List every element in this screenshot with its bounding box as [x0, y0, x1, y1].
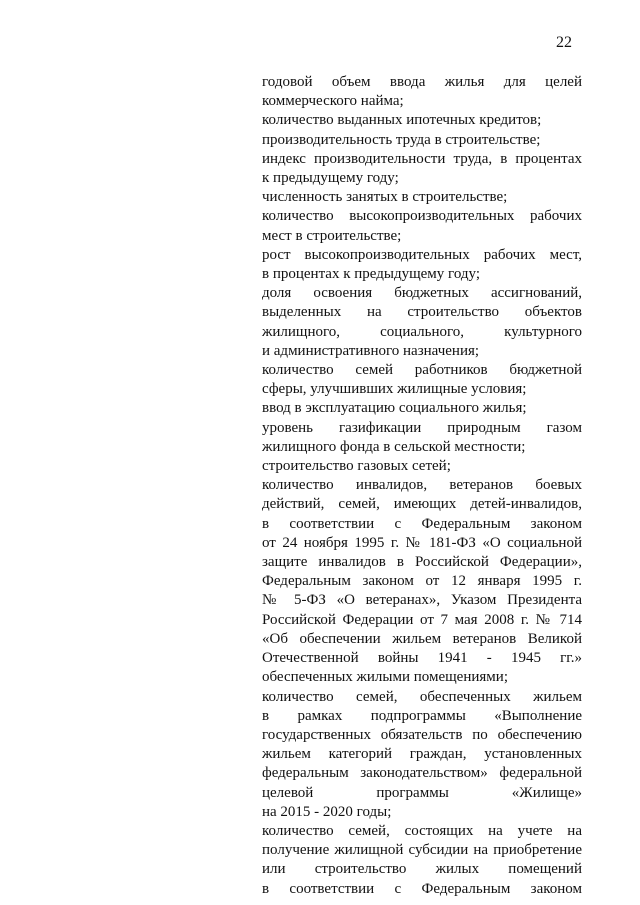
list-item — [262, 399, 582, 418]
text-line: доля освоения бюджетных ассигнований, — [262, 285, 582, 302]
text-line: мест в строительстве; — [262, 227, 402, 244]
text-line: Российской Федерации от 7 мая 2008 г. № 714 — [262, 611, 582, 628]
text-line: в соответствии с Федеральным законом — [262, 880, 582, 897]
text-line: количество выданных ипотечных кредитов; — [262, 112, 542, 129]
list-item — [262, 111, 582, 130]
text-line: годовой объем ввода жилья для целей — [262, 74, 582, 90]
text-line: на 2015 - 2020 годы; — [262, 803, 392, 820]
list-item — [262, 419, 582, 457]
text-line: количество семей, состоящих на учете на — [262, 822, 582, 839]
list-item — [262, 246, 582, 284]
text-line: количество высокопроизводительных рабочих — [262, 208, 582, 225]
text-line: федеральным законодательством» федеральной — [262, 765, 582, 782]
list-item — [262, 284, 582, 361]
list-item — [262, 73, 582, 111]
text-line: получение жилищной субсидии на приобретение — [262, 842, 582, 859]
text-line: жильем категорий граждан, установленных — [262, 746, 582, 763]
text-line: количество семей, обеспеченных жильем — [262, 688, 582, 705]
text-line: ввод в эксплуатацию социального жилья; — [262, 400, 527, 417]
text-line: № 5-ФЗ «О ветеранах», Указом Президента — [262, 592, 582, 609]
text-line: производительность труда в строительстве; — [262, 131, 541, 148]
text-line: действий, семей, имеющих детей-инвалидов, — [262, 496, 582, 513]
text-line: или строительство жилых помещений — [262, 861, 582, 878]
text-line: в соответствии с Федеральным законом — [262, 515, 582, 532]
list-item — [262, 188, 582, 207]
text-line: количество семей работников бюджетной — [262, 362, 582, 379]
list-item — [262, 822, 582, 899]
text-line: строительство газовых сетей; — [262, 458, 451, 475]
text-line: количество инвалидов, ветеранов боевых — [262, 477, 582, 494]
text-line: от 24 ноября 1995 г. № 181-ФЗ «О социальной — [262, 534, 582, 551]
text-line: жилищного, социального, культурного — [262, 323, 582, 340]
text-line: в процентах к предыдущему году; — [262, 266, 480, 283]
document-body — [262, 73, 582, 899]
text-line: «Об обеспечении жильем ветеранов Великой — [262, 630, 582, 647]
list-item — [262, 361, 582, 399]
text-line: в рамках подпрограммы «Выполнение — [262, 707, 582, 724]
text-line: выделенных на строительство объектов — [262, 304, 582, 321]
text-line: жилищного фонда в сельской местности; — [262, 438, 526, 455]
list-item — [262, 131, 582, 150]
text-line: Отечественной войны 1941 - 1945 гг.» — [262, 650, 582, 667]
text-line: защите инвалидов в Российской Федерации», — [262, 554, 582, 571]
text-line: Федеральным законом от 12 января 1995 г. — [262, 573, 582, 590]
text-line: целевой программы «Жилище» — [262, 784, 582, 801]
list-item — [262, 150, 582, 188]
text-line: государственных обязательств по обеспечению — [262, 726, 582, 743]
text-line: численность занятых в строительстве; — [262, 189, 508, 206]
text-line: рост высокопроизводительных рабочих мест, — [262, 246, 582, 263]
list-item — [262, 688, 582, 822]
text-line: и административного назначения; — [262, 342, 480, 359]
text-line: к предыдущему году; — [262, 170, 399, 187]
page-number: 22 — [556, 34, 572, 51]
text-line: коммерческого найма; — [262, 93, 404, 110]
list-item — [262, 476, 582, 687]
text-line: обеспеченных жилыми помещениями; — [262, 669, 508, 686]
text-line: сферы, улучшивших жилищные условия; — [262, 381, 527, 398]
text-line: индекс производительности труда, в процентах — [262, 150, 582, 167]
list-item — [262, 207, 582, 245]
list-item — [262, 457, 582, 476]
text-line: уровень газификации природным газом — [262, 419, 582, 436]
